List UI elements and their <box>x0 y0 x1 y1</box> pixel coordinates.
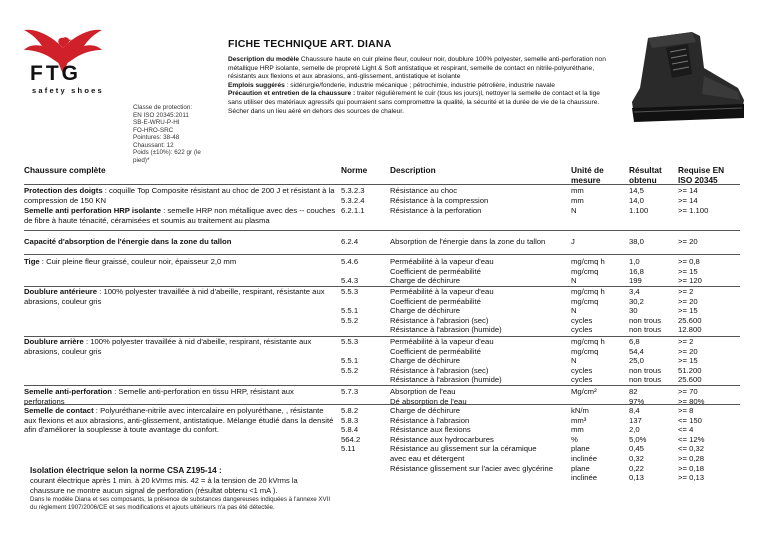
test-description: Résistance à la perforation <box>390 206 482 215</box>
spec-line: Classe de protection: <box>133 104 193 111</box>
result-value: 137 <box>629 415 642 425</box>
result-value: 2,0 <box>629 425 640 435</box>
front-lining-units <box>571 287 623 335</box>
unit-value: mg/cmq <box>571 296 599 306</box>
hazardous-substances-note: Dans le modèle Diana et ses composants, la présence de substances dangereuses indiquées à l'annexe XVII du règlement 1907/2006/CE et ses modifications et ajouts ultérieurs n'a pas été détectée. <box>30 496 331 511</box>
norm-value: 5.4.6 <box>341 257 359 266</box>
document-title: FICHE TECHNIQUE ART. DIANA <box>228 38 392 50</box>
norm-value: 5.8.4 <box>341 425 359 435</box>
header-required: Requise EN ISO 20345 <box>678 165 725 185</box>
norm-value <box>341 267 386 277</box>
result-value: 199 <box>629 276 642 286</box>
outsole-requirements <box>678 406 740 483</box>
brand-name: FTG <box>30 62 81 85</box>
unit-value: inclinée <box>571 453 598 463</box>
back-lining-units <box>571 337 623 385</box>
test-description: Perméabilité à la vapeur d'eau <box>390 257 494 266</box>
required-value: 25.600 <box>678 315 702 325</box>
result-value: 25,0 <box>629 356 644 366</box>
back-lining-descriptions <box>390 337 565 385</box>
header-result: Résultat obtenu <box>629 165 662 185</box>
back-lining-requirements <box>678 337 740 385</box>
norm-value: 5.5.2 <box>341 315 359 325</box>
heel-units <box>571 237 623 247</box>
front-lining-norms <box>341 287 386 335</box>
row-antiperforation-hrp <box>24 206 336 225</box>
test-description: Absorption de l'énergie dans la zone du tallon <box>390 237 546 246</box>
test-description: Absorption de l'eau <box>390 387 456 396</box>
upper-results <box>629 257 675 286</box>
result-value: 0,13 <box>629 473 644 483</box>
front-lining-descriptions <box>390 287 565 335</box>
unit-value: cycles <box>571 325 593 335</box>
row-upper <box>24 257 336 267</box>
upper-requirements <box>678 257 740 286</box>
unit-value: mg/cmq h <box>571 257 605 266</box>
norm-value <box>341 297 386 307</box>
norm-value: 5.8.2 <box>341 406 359 415</box>
result-value: 30 <box>629 306 638 316</box>
heel-results <box>629 237 675 247</box>
test-description: avec eau et détergent <box>390 453 465 463</box>
required-value: >= 15 <box>678 356 698 366</box>
result-value: 82 <box>629 387 638 396</box>
test-description: Coefficient de perméabilité <box>390 266 481 276</box>
toe-norms <box>341 186 386 205</box>
required-value: <= 0,32 <box>678 444 705 454</box>
unit-value: N <box>571 356 577 366</box>
spec-line: Pointures: 38-48 <box>133 134 180 141</box>
outsole-descriptions <box>390 406 565 473</box>
row-label-bold: Doublure antérieure <box>24 287 98 296</box>
header-norm: Norme <box>341 165 368 175</box>
required-value: >= 0,13 <box>678 473 705 483</box>
row-front-lining <box>24 287 336 306</box>
result-value: 16,8 <box>629 266 644 276</box>
row-label-text: : Semelle anti-perforation en tissu HRP, résistant aux perforations <box>24 387 294 406</box>
spec-line: FO-HRO-SRC <box>133 126 174 134</box>
insole-requirements <box>678 387 740 406</box>
norm-value <box>341 347 386 357</box>
uses-text: : sidérurgie/fonderie, industrie mécanique ; pétrochimie, industrie pétrolière, industrie navale <box>284 81 555 89</box>
test-description: Résistance au glissement sur la céramique <box>390 444 537 454</box>
required-value: >= 20 <box>678 237 698 246</box>
header-unit: Unité de mesure <box>571 165 604 185</box>
test-description: Coefficient de perméabilité <box>390 346 481 356</box>
required-value: 51.200 <box>678 365 702 375</box>
result-value: 3,4 <box>629 287 640 296</box>
upper-descriptions <box>390 257 565 286</box>
shoe-image <box>626 28 748 126</box>
row-label-bold: Doublure arrière <box>24 337 84 346</box>
test-description: Résistance à l'abrasion (sec) <box>390 315 489 325</box>
insole-descriptions <box>390 387 565 406</box>
result-value: 5,0% <box>629 434 647 444</box>
unit-value: plane <box>571 444 590 454</box>
upper-norms <box>341 257 386 286</box>
result-value: 0,32 <box>629 453 644 463</box>
result-value: 6,8 <box>629 337 640 346</box>
header-item: Chaussure complète <box>24 165 106 175</box>
row-insole-antiperforation <box>24 387 336 406</box>
test-description: Résistance aux flexions <box>390 425 471 435</box>
test-description: Résistance aux hydrocarbures <box>390 434 494 444</box>
unit-value: Mg/cm² <box>571 387 597 396</box>
test-description: Perméabilité à la vapeur d'eau <box>390 337 494 346</box>
test-description: Charge de déchirure <box>390 406 461 415</box>
antiperf-requirements <box>678 206 740 216</box>
result-value: 1.100 <box>629 206 649 215</box>
toe-units <box>571 186 623 205</box>
norm-value: 5.5.1 <box>341 306 359 316</box>
care-label: Précaution et entretien de la chaussure : <box>228 90 356 98</box>
unit-value: mm <box>571 186 584 195</box>
required-value: >= 15 <box>678 306 698 316</box>
insole-units <box>571 387 623 397</box>
row-separator <box>24 385 740 386</box>
result-value: 8,4 <box>629 406 640 415</box>
result-value: non trous <box>629 365 662 375</box>
required-value: >= 0,28 <box>678 453 705 463</box>
toe-requirements <box>678 186 740 205</box>
norm-value: 5.8.3 <box>341 415 359 425</box>
row-label-text: : 100% polyester travaillée à nid d'abeille, respirant, résistante aux abrasions, couleur gris <box>24 337 312 356</box>
toe-descriptions <box>390 186 565 205</box>
row-label-bold: Tige <box>24 257 40 266</box>
test-description: Résistance à l'abrasion (sec) <box>390 365 489 375</box>
insole-results <box>629 387 675 406</box>
required-value: 25.600 <box>678 375 702 385</box>
row-separator <box>24 230 740 231</box>
heel-descriptions <box>390 237 565 247</box>
uses-label: Emplois suggérés <box>228 81 285 89</box>
insulation-text: courant électrique après 1 min. à 20 kVrms mis. 42 = à la tension de 20 kVrms la chaussure ne montre aucun signal de perforation (résultat obtenu <1 mA ). <box>30 476 298 495</box>
row-separator <box>24 254 740 255</box>
unit-value: N <box>571 276 577 286</box>
row-separator <box>24 184 740 185</box>
toe-results <box>629 186 675 205</box>
unit-value: mg/cmq h <box>571 287 605 296</box>
test-description: Perméabilité à la vapeur d'eau <box>390 287 494 296</box>
unit-value: inclinée <box>571 473 598 483</box>
test-description: Charge de déchirure <box>390 276 461 286</box>
result-value: 0,45 <box>629 444 644 454</box>
norm-value: 5.3.2.3 <box>341 186 365 195</box>
result-value: non trous <box>629 325 662 335</box>
row-label-bold: Semelle anti perforation HRP isolante <box>24 206 161 215</box>
description-block <box>228 56 614 116</box>
unit-value: N <box>571 306 577 316</box>
required-value: <= 4 <box>678 425 694 435</box>
row-label-bold: Semelle anti-perforation <box>24 387 112 396</box>
norm-value: 5.11 <box>341 444 356 454</box>
model-label: Description du modèle <box>228 56 300 63</box>
antiperf-descriptions <box>390 206 565 216</box>
row-heel-energy <box>24 237 336 247</box>
required-value: >= 20 <box>678 296 698 306</box>
heel-norms <box>341 237 386 247</box>
required-value: 12.800 <box>678 325 702 335</box>
test-description: Résistance à l'abrasion (humide) <box>390 325 502 335</box>
norm-value: 6.2.1.1 <box>341 206 365 215</box>
required-value: >= 0,8 <box>678 257 700 266</box>
care-text: traiter régulièrement le cuir (tous les jours)l, nettoyer la semelle de contact et la tige sans utiliser des matériaux agressifs qui pourraient sans compromettre la qualité, la sécurité et la durée de vie de la chaussure. Sécher dans un lieu aéré en dehors des sources de chaleur. <box>228 90 600 115</box>
norm-value <box>341 375 386 385</box>
outsole-results <box>629 406 675 483</box>
unit-value: mm³ <box>571 415 587 425</box>
row-label-text: : coquille Top Composite résistant au choc de 200 J et résistant à la compression de 150 KN <box>24 186 335 205</box>
norm-value: 5.7.3 <box>341 387 359 396</box>
required-value: >= 2 <box>678 287 694 296</box>
norm-value: 5.3.2.4 <box>341 195 365 205</box>
back-lining-results <box>629 337 675 385</box>
antiperf-norms <box>341 206 386 216</box>
result-value: 1,0 <box>629 257 640 266</box>
suggested-uses <box>228 82 614 91</box>
norm-value: 5.4.3 <box>341 276 359 286</box>
unit-value: J <box>571 237 575 246</box>
row-label-text: : Cuir pleine fleur graissé, couleur noir, épaisseur 2,0 mm <box>39 257 237 266</box>
result-value: 30,2 <box>629 296 644 306</box>
insole-norms <box>341 387 386 397</box>
required-value: >= 14 <box>678 186 698 195</box>
result-value: 0,22 <box>629 463 644 473</box>
norm-value: 5.5.3 <box>341 337 359 346</box>
spec-line: EN ISO 20345:2011 <box>133 111 189 119</box>
test-description: Résistance à la compression <box>390 195 489 205</box>
antiperf-units <box>571 206 623 216</box>
protection-specs <box>133 104 225 164</box>
row-label-text: : Polyuréthane-nitrile avec intercalaire en polyuréthane, , résistante aux flexions et aux abrasions, anti-glissement, antistatique. Mélange étudié dans la densité afin d'améliorer la souplesse à toute avantage du confort. <box>24 406 334 435</box>
unit-value: cycles <box>571 315 593 325</box>
row-label-text: : semelle HRP non métallique avec des -- couches de fibre à haute ténacité, céramisées et soumis au traitement au plasma <box>24 206 336 225</box>
test-description: Coefficient de perméabilité <box>390 296 481 306</box>
unit-value: mg/cmq <box>571 346 599 356</box>
result-value: non trous <box>629 315 662 325</box>
spec-line: pied)* <box>133 156 150 164</box>
model-text: Chaussure haute en cuir pleine fleur, couleur noir, doublure 100% polyester, semelle anti-perforation non métallique HRP isolante, semelle de propreté Light & Soft antistatique et respirant, semelle de contact en nitrile-polyuréthane, résistants aux flexions et aux abrasions, anti-glissement, antistatique et isolante <box>228 56 606 81</box>
unit-value: N <box>571 206 577 215</box>
model-description <box>228 56 614 82</box>
unit-value: % <box>571 434 578 444</box>
spec-line: Chaussant: 12 <box>133 141 174 149</box>
required-value: <= 12% <box>678 434 705 444</box>
norm-value: 5.5.1 <box>341 356 359 366</box>
result-value: non trous <box>629 375 662 385</box>
row-back-lining <box>24 337 336 356</box>
result-value: 54,4 <box>629 346 644 356</box>
unit-value: mm <box>571 425 584 435</box>
row-outsole <box>24 406 336 435</box>
outsole-units <box>571 406 623 483</box>
norm-value: 5.5.3 <box>341 287 359 296</box>
test-description: Charge de déchirure <box>390 356 461 366</box>
result-value: 97% <box>629 396 645 406</box>
test-description: Résistance à l'abrasion (humide) <box>390 375 502 385</box>
upper-units <box>571 257 623 286</box>
required-value: >= 8 <box>678 406 694 415</box>
norm-value <box>341 325 386 335</box>
required-value: <= 150 <box>678 415 702 425</box>
row-label-bold: Capacité d'absorption de l'énergie dans la zone du tallon <box>24 237 232 246</box>
brand-tagline: safety shoes <box>32 86 104 95</box>
unit-value: cycles <box>571 375 593 385</box>
row-label-bold: Semelle de contact <box>24 406 94 415</box>
unit-value: mg/cmq h <box>571 337 605 346</box>
unit-value: mm <box>571 195 584 205</box>
test-description: Résistance glissement sur l'acier avec glycérine <box>390 463 553 473</box>
unit-value: cycles <box>571 365 593 375</box>
antiperf-results <box>629 206 675 216</box>
row-toe-protection <box>24 186 336 205</box>
result-value: 38,0 <box>629 237 644 246</box>
required-value: >= 14 <box>678 195 698 205</box>
norm-value: 5.5.2 <box>341 365 359 375</box>
front-lining-results <box>629 287 675 335</box>
required-value: >= 0,18 <box>678 463 705 473</box>
spec-line: SB-E-WRU-P-HI <box>133 119 180 126</box>
row-label-bold: Protection des doigts <box>24 186 103 195</box>
required-value: >= 2 <box>678 337 694 346</box>
norm-value: 564.2 <box>341 434 361 444</box>
spec-line: Poids (±10%): 622 gr (le <box>133 149 201 156</box>
row-label-text: : 100% polyester travaillée à nid d'abeille, respirant, résistante aux abrasions, couleur gris <box>24 287 325 306</box>
front-lining-requirements <box>678 287 740 335</box>
required-value: >= 15 <box>678 266 698 276</box>
result-value: 14,0 <box>629 195 644 205</box>
test-description: Résistance à l'abrasion <box>390 415 470 425</box>
unit-value: plane <box>571 463 590 473</box>
required-value: >= 120 <box>678 276 702 286</box>
outsole-norms <box>341 406 386 454</box>
heel-requirements <box>678 237 740 247</box>
header-description: Description <box>390 165 436 175</box>
norm-value: 6.2.4 <box>341 237 359 246</box>
unit-value: kN/m <box>571 406 589 415</box>
test-description: Dé absorption de l'eau <box>390 396 467 406</box>
test-description: Charge de déchirure <box>390 306 461 316</box>
insulation-title: Isolation électrique selon la norme CSA Z195-14 : <box>30 466 222 475</box>
back-lining-norms <box>341 337 386 385</box>
test-description: Résistance au choc <box>390 186 458 195</box>
required-value: >= 80% <box>678 396 705 406</box>
care-instructions <box>228 90 614 116</box>
required-value: >= 1.100 <box>678 206 709 215</box>
result-value: 14,5 <box>629 186 644 195</box>
required-value: >= 20 <box>678 346 698 356</box>
required-value: >= 70 <box>678 387 698 396</box>
unit-value: mg/cmq <box>571 266 599 276</box>
